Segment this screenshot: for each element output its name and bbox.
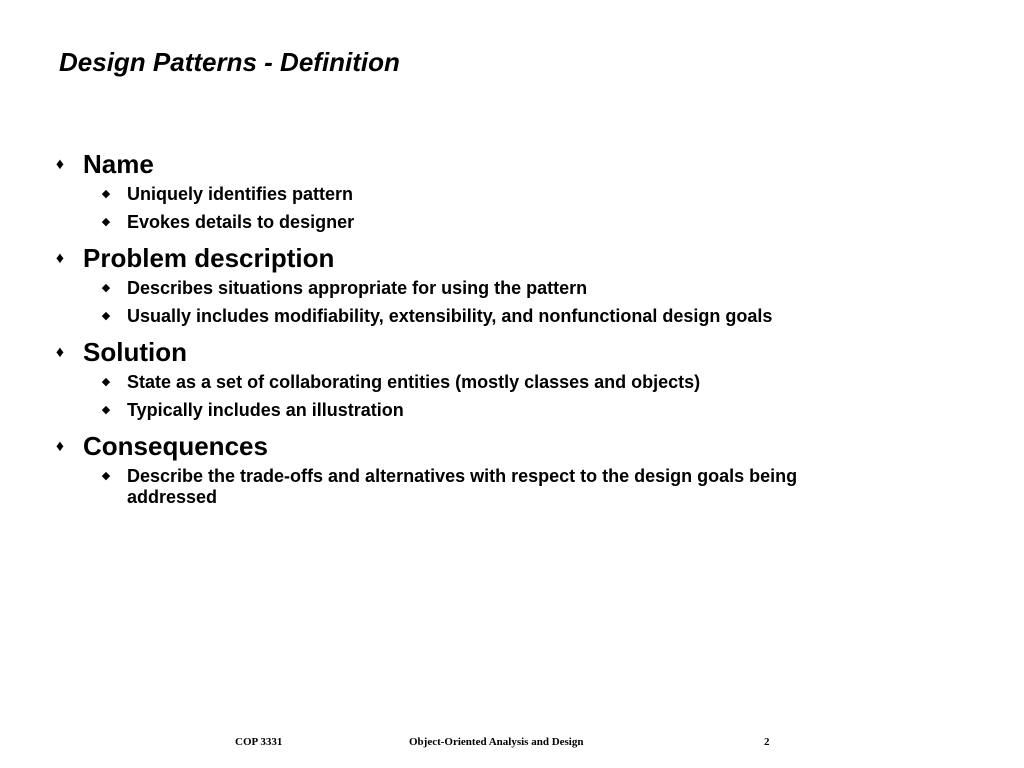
sub-bullet-item xyxy=(0,212,887,233)
bullet-group-solution xyxy=(0,334,1024,421)
sub-bullet-label: Describes situations appropriate for using the pattern xyxy=(127,278,588,298)
bullet-item xyxy=(0,334,1024,370)
sub-bullet-item xyxy=(0,372,887,393)
bullet-group-problem xyxy=(0,240,1024,327)
small-diamond-bullet-icon: ◆ xyxy=(101,282,111,294)
bullet-label: Solution xyxy=(83,337,187,367)
sub-bullet-label: Typically includes an illustration xyxy=(127,400,404,420)
sub-bullet-label: Describe the trade-offs and alternatives with respect to the design goals being addressed xyxy=(127,466,798,507)
bullet-item xyxy=(0,240,1024,276)
footer-course-name: Object-Oriented Analysis and Design xyxy=(409,736,584,748)
bullet-list xyxy=(0,146,1024,515)
small-diamond-bullet-icon: ◆ xyxy=(101,376,111,388)
sub-bullet-label: Uniquely identifies pattern xyxy=(127,184,354,204)
slide-footer xyxy=(0,736,1024,752)
sub-bullet-item xyxy=(0,278,887,299)
diamond-bullet-icon: ♦ xyxy=(55,250,65,267)
small-diamond-bullet-icon: ◆ xyxy=(101,404,111,416)
sub-bullet-item xyxy=(0,184,887,205)
diamond-bullet-icon: ♦ xyxy=(55,156,65,173)
small-diamond-bullet-icon: ◆ xyxy=(101,188,111,200)
bullet-label: Name xyxy=(83,149,154,179)
footer-page-number: 2 xyxy=(764,736,770,748)
bullet-group-name xyxy=(0,146,1024,233)
sub-bullet-label: Usually includes modifiability, extensibility, and nonfunctional design goals xyxy=(127,306,773,326)
sub-bullet-item xyxy=(0,466,887,508)
footer-course-code: COP 3331 xyxy=(235,736,283,748)
bullet-item xyxy=(0,428,1024,464)
diamond-bullet-icon: ♦ xyxy=(55,438,65,455)
diamond-bullet-icon: ♦ xyxy=(55,344,65,361)
sub-bullet-label: Evokes details to designer xyxy=(127,212,355,232)
small-diamond-bullet-icon: ◆ xyxy=(101,310,111,322)
small-diamond-bullet-icon: ◆ xyxy=(101,216,111,228)
sub-bullet-item xyxy=(0,306,887,327)
slide-title: Design Patterns - Definition xyxy=(59,47,400,77)
bullet-label: Consequences xyxy=(83,431,268,461)
small-diamond-bullet-icon: ◆ xyxy=(101,470,111,482)
bullet-group-consequences xyxy=(0,428,1024,508)
bullet-label: Problem description xyxy=(83,243,335,273)
bullet-item xyxy=(0,146,1024,182)
sub-bullet-label: State as a set of collaborating entities (mostly classes and objects) xyxy=(127,372,701,392)
sub-bullet-item xyxy=(0,400,887,421)
